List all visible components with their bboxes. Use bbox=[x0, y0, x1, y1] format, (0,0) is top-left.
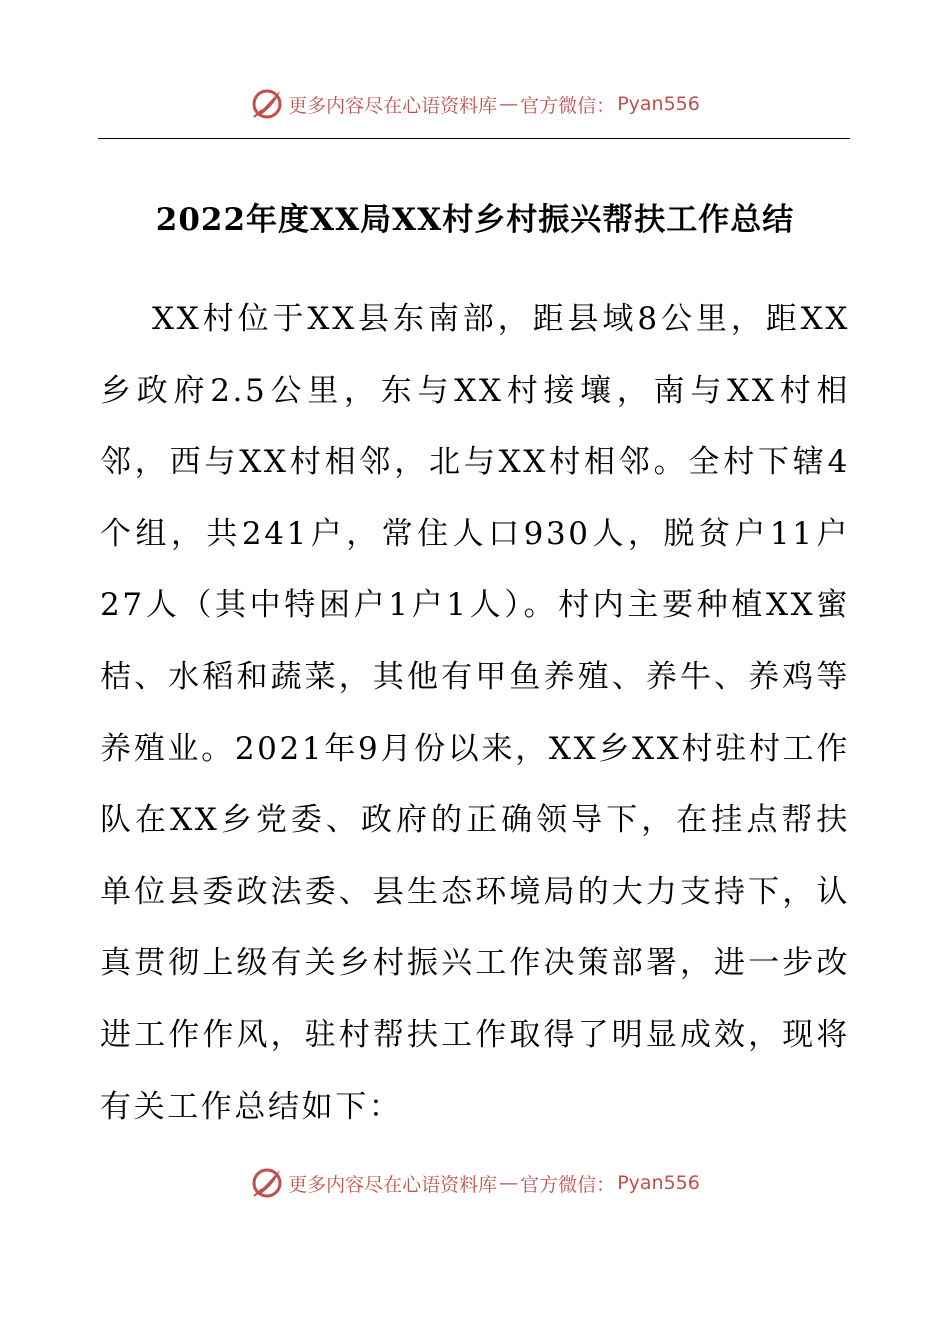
watermark-text: 更多内容尽在心语资料库 bbox=[288, 1173, 498, 1196]
watermark-separator: — bbox=[499, 93, 519, 115]
watermark-contact-id: Pyan556 bbox=[617, 1172, 700, 1194]
document-title: 2022年度XX局XX村乡村振兴帮扶工作总结 bbox=[155, 202, 795, 238]
header-watermark bbox=[0, 84, 950, 124]
footer-watermark bbox=[0, 1163, 950, 1203]
watermark-separator: — bbox=[499, 1172, 519, 1194]
watermark-text: 更多内容尽在心语资料库 bbox=[288, 94, 498, 117]
watermark-contact-label: 官方微信： bbox=[520, 1173, 616, 1196]
document-body-paragraph: XX村位于XX县东南部，距县域8公里，距XX乡政府2.5公里，东与XX村接壤，南与XX村相邻，西与XX村相邻，北与XX村相邻。全村下辖4个组，共241户，常住人口930人，脱贫户11户27人（其中特困户1户1人）。村内主要种植XX蜜桔、水稻和蔬菜，其他有甲鱼养殖、养牛、养鸡等养殖业。2021年9月份以来，XX乡XX村驻村工作队在XX乡党委、政府的正确领导下，在挂点帮扶单位县委政法委、县生态环境局的大力支持下，认真贯彻上级有关乡村振兴工作决策部署，进一步改进工作作风，驻村帮扶工作取得了明显成效，现将有关工作总结如下： bbox=[100, 301, 850, 1125]
quill-logo-icon bbox=[250, 1166, 284, 1200]
watermark-contact-label: 官方微信： bbox=[520, 94, 616, 117]
watermark-contact-id: Pyan556 bbox=[617, 93, 700, 115]
quill-logo-icon bbox=[250, 87, 284, 121]
header-divider bbox=[98, 138, 850, 139]
